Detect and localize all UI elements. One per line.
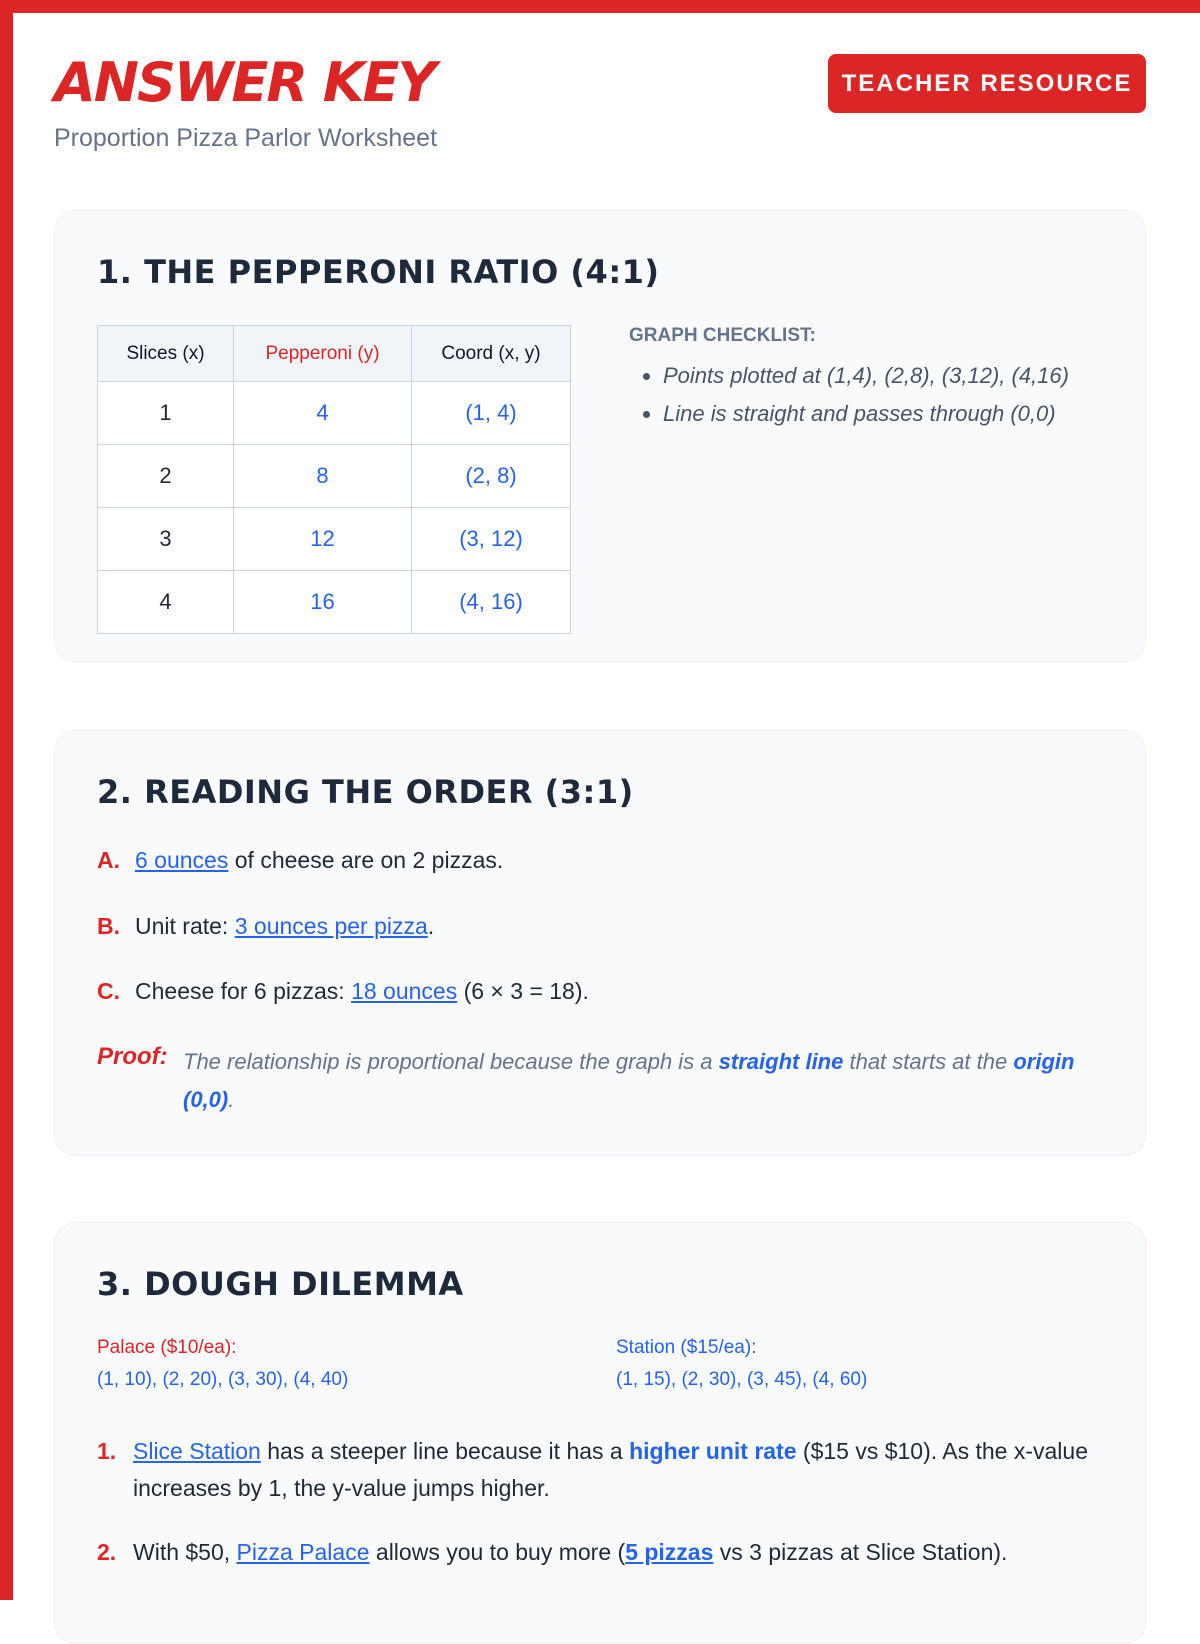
- proof-text-part: that starts at the: [843, 1049, 1014, 1074]
- table-cell: (3, 12): [412, 508, 571, 571]
- page-title: ANSWER KEY: [54, 51, 435, 114]
- table-cell: 8: [234, 445, 412, 508]
- answer-text: [133, 1534, 1097, 1571]
- checklist-title: GRAPH CHECKLIST:: [629, 325, 816, 346]
- section-title: 1. THE PEPPERONI RATIO (4:1): [97, 253, 660, 291]
- section-reading-order: [54, 730, 1146, 1156]
- answer-number: 1.: [97, 1438, 117, 1464]
- question-letter: A.: [97, 847, 120, 873]
- teacher-resource-badge: TEACHER RESOURCE: [828, 54, 1146, 113]
- table-cell: 12: [234, 508, 412, 571]
- question-text: .: [427, 913, 435, 939]
- palace-points: (1, 10), (2, 20), (3, 30), (4, 40): [97, 1369, 349, 1390]
- question-a: [97, 847, 503, 874]
- answer-value: 18 ounces: [351, 978, 458, 1004]
- question-letter: C.: [97, 978, 120, 1004]
- table-cell: (1, 4): [412, 382, 571, 445]
- table-row: [98, 382, 571, 445]
- worksheet-page: [54, 0, 1146, 1565]
- answer-value: 3 ounces per pizza: [234, 913, 428, 939]
- proof-highlight: origin (0,0): [183, 1049, 1075, 1112]
- answer-value: 6 ounces: [135, 847, 229, 873]
- question-c: [97, 978, 589, 1005]
- answer-text-part: With $50,: [133, 1539, 237, 1565]
- section-title: 3. DOUGH DILEMMA: [97, 1265, 464, 1303]
- proof-text: [183, 1043, 1077, 1119]
- answer-text-part: allows you to buy more (: [369, 1539, 626, 1565]
- question-text: (6 × 3 = 18).: [457, 978, 589, 1004]
- answer-text: [133, 1433, 1097, 1507]
- question-text: Unit rate:: [135, 913, 235, 939]
- section-dough-dilemma: [54, 1222, 1146, 1644]
- table-row: [98, 571, 571, 634]
- table-cell: 2: [98, 445, 234, 508]
- proof-label: Proof:: [97, 1043, 168, 1070]
- palace-label: Palace ($10/ea):: [97, 1337, 237, 1358]
- station-points: (1, 15), (2, 30), (3, 45), (4, 60): [616, 1369, 868, 1390]
- column-header: Pepperoni (y): [234, 326, 412, 382]
- table-cell: 16: [234, 571, 412, 634]
- question-text: of cheese are on 2 pizzas.: [228, 847, 504, 873]
- table-row: [98, 508, 571, 571]
- left-border: [0, 0, 13, 1600]
- answer-text-part: ($15 vs $10). As the x-value increases by 1, the y-value jumps higher.: [133, 1438, 1089, 1501]
- page-subtitle: Proportion Pizza Parlor Worksheet: [54, 124, 438, 152]
- header: [54, 0, 1146, 210]
- table-cell: 1: [98, 382, 234, 445]
- proof-text-part: .: [228, 1087, 235, 1112]
- section-title: 2. READING THE ORDER (3:1): [97, 773, 634, 811]
- answer-item-2: [97, 1534, 1097, 1571]
- proof-highlight: straight line: [718, 1049, 844, 1074]
- answer-text-part: has a steeper line because it has a: [260, 1438, 630, 1464]
- table-row: [98, 445, 571, 508]
- table-cell: (4, 16): [412, 571, 571, 634]
- question-text: Cheese for 6 pizzas:: [135, 978, 352, 1004]
- graph-checklist: [629, 325, 1109, 439]
- station-column: [616, 1337, 867, 1391]
- checklist-item: • Line is straight and passes through (0,0): [663, 401, 1109, 427]
- ratio-table: [97, 325, 571, 634]
- answer-item-1: [97, 1433, 1097, 1507]
- answer-text-part: vs 3 pizzas at Slice Station).: [713, 1539, 1008, 1565]
- checklist-item: • Points plotted at (1,4), (2,8), (3,12), (4,16): [663, 363, 1109, 389]
- table-cell: (2, 8): [412, 445, 571, 508]
- answer-highlight: higher unit rate: [629, 1438, 797, 1464]
- question-letter: B.: [97, 913, 120, 939]
- checklist-list: [629, 363, 1109, 427]
- answer-highlight: 5 pizzas: [625, 1539, 714, 1565]
- proof-statement: [97, 1043, 1077, 1119]
- table-cell: 4: [98, 571, 234, 634]
- table-cell: 4: [234, 382, 412, 445]
- question-b: [97, 913, 434, 940]
- table-cell: 3: [98, 508, 234, 571]
- answer-link: Pizza Palace: [236, 1539, 370, 1565]
- proof-text-part: The relationship is proportional because the graph is a: [183, 1049, 719, 1074]
- table-header-row: [98, 326, 571, 382]
- palace-column: [97, 1337, 348, 1391]
- answer-link: Slice Station: [133, 1438, 261, 1464]
- column-header: Slices (x): [98, 326, 234, 382]
- station-label: Station ($15/ea):: [616, 1337, 757, 1358]
- answer-number: 2.: [97, 1539, 117, 1565]
- column-header: Coord (x, y): [412, 326, 571, 382]
- section-pepperoni-ratio: [54, 210, 1146, 662]
